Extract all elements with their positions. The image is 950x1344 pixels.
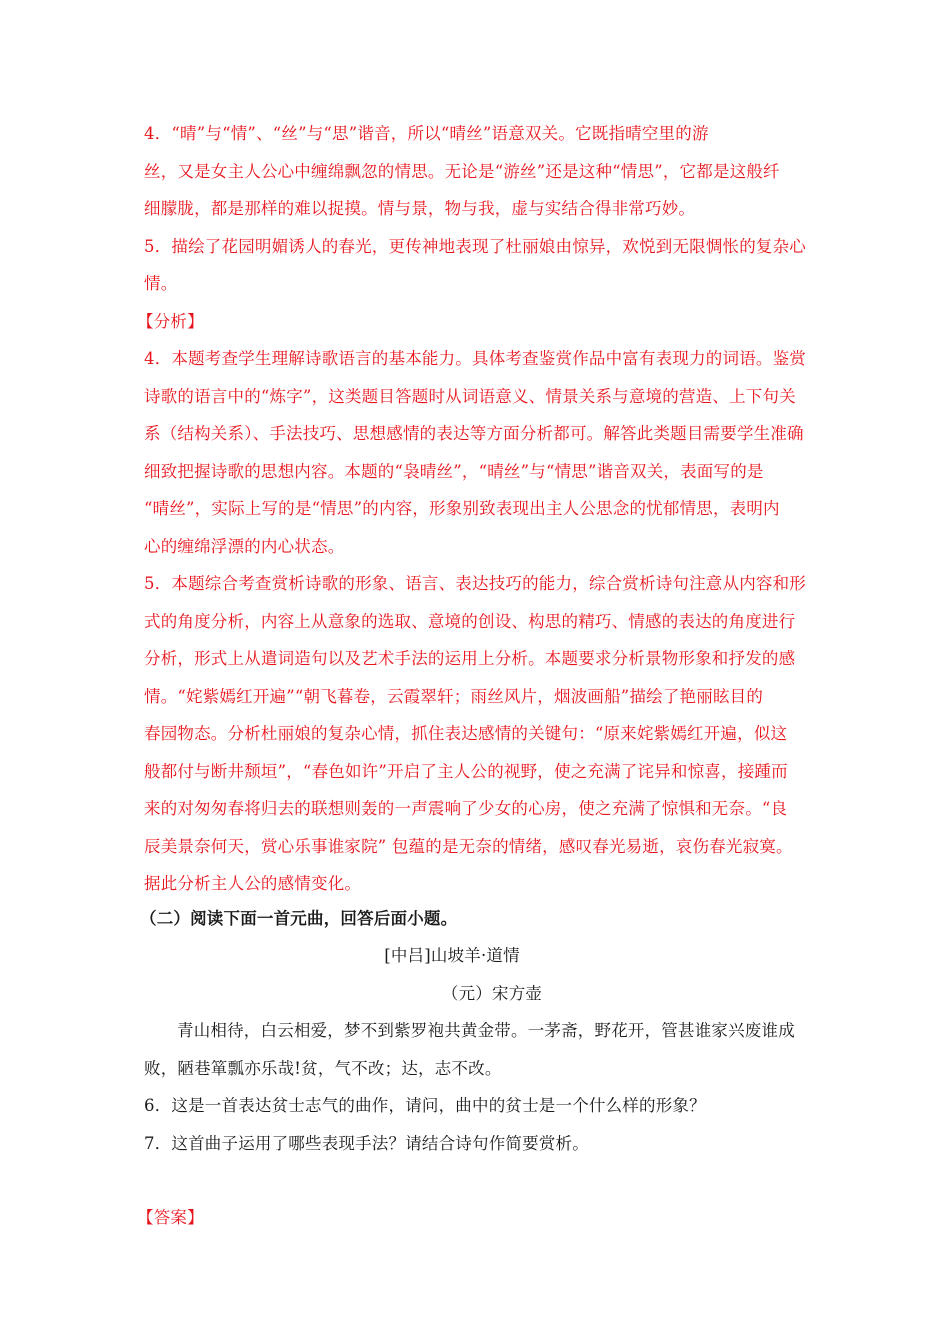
poem-title: [中吕]山坡羊·道情: [384, 946, 520, 965]
poem-author: （元）宋方壶: [441, 984, 543, 1003]
analysis-line-3: 系（结构关系）、手法技巧、思想感情的表达等方面分析都可。解答此类题目需要学生准确: [144, 424, 804, 443]
analysis-line-8: 式的角度分析，内容上从意象的选取、意境的创设、构思的精巧、情感的表达的角度进行: [144, 612, 796, 631]
analysis-line-15: 据此分析主人公的感情变化。: [144, 874, 362, 893]
analysis-line-10: 情。“姹紫嫣红开遍”“朝飞暮卷，云霞翠轩；雨丝风片，烟波画船”描绘了艳丽眩目的: [144, 687, 764, 706]
analysis-line-1: 4．本题考查学生理解诗歌语言的基本能力。具体考查鉴赏作品中富有表现力的词语。鉴赏: [144, 349, 806, 368]
answer-line-5: 情。: [144, 274, 178, 293]
poem-line-1: 青山相待，白云相爱，梦不到紫罗袍共黄金带。一茅斋，野花开，管甚谁家兴废谁成: [177, 1021, 795, 1040]
question-7: 7．这首曲子运用了哪些表现手法？请结合诗句作简要赏析。: [144, 1134, 589, 1153]
answer-line-1: 4．“晴”与“情”、“丝”与“思”谐音，所以“晴丝”语意双关。它既指晴空里的游: [144, 124, 709, 143]
answer-heading: 【答案】: [137, 1208, 204, 1227]
analysis-line-12: 般都付与断井颓垣”，“春色如许”开启了主人公的视野，使之充满了诧异和惊喜，接踵而: [144, 762, 788, 781]
analysis-line-2: 诗歌的语言中的“炼字”，这类题目答题时从词语意义、情景关系与意境的营造、上下句关: [144, 387, 796, 406]
poem-line-2: 败，陋巷箪瓢亦乐哉!贫，气不改；达，志不改。: [144, 1059, 502, 1078]
answer-line-2: 丝，又是女主人公心中缠绵飘忽的情思。无论是“游丝”还是这种“情思”，它都是这般纤: [144, 162, 780, 181]
analysis-line-11: 春园物态。分析杜丽娘的复杂心情，抓住表达感情的关键句：“原来姹紫嫣红开遍，似这: [144, 724, 788, 743]
section-two-heading: （二）阅读下面一首元曲，回答后面小题。: [140, 909, 458, 928]
analysis-line-5: “晴丝”，实际上写的是“情思”的内容，形象别致表现出主人公思念的忧郁情思，表明内: [144, 499, 780, 518]
analysis-heading: 【分析】: [137, 312, 204, 331]
answer-line-3: 细朦胧，都是那样的难以捉摸。情与景，物与我，虚与实结合得非常巧妙。: [144, 199, 696, 218]
analysis-line-4: 细致把握诗歌的思想内容。本题的“袅晴丝”，“晴丝”与“情思”谐音双关，表面写的是: [144, 462, 764, 481]
analysis-line-14: 辰美景奈何天，赏心乐事谁家院” 包蕴的是无奈的情绪，感叹春光易逝，哀伤春光寂寞。: [144, 837, 793, 856]
analysis-line-7: 5．本题综合考查赏析诗歌的形象、语言、表达技巧的能力，综合赏析诗句注意从内容和形: [144, 574, 806, 593]
analysis-line-9: 分析，形式上从遣词造句以及艺术手法的运用上分析。本题要求分析景物形象和抒发的感: [144, 649, 796, 668]
analysis-line-6: 心的缠绵浮漂的内心状态。: [144, 537, 345, 556]
question-6: 6．这是一首表达贫士志气的曲作，请问，曲中的贫士是一个什么样的形象？: [144, 1096, 706, 1115]
analysis-line-13: 来的对匆匆春将归去的联想则轰的一声震响了少女的心房，使之充满了惊惧和无奈。“良: [144, 799, 788, 818]
answer-line-4: 5．描绘了花园明媚诱人的春光，更传神地表现了杜丽娘由惊异，欢悦到无限惆怅的复杂心: [144, 237, 806, 256]
